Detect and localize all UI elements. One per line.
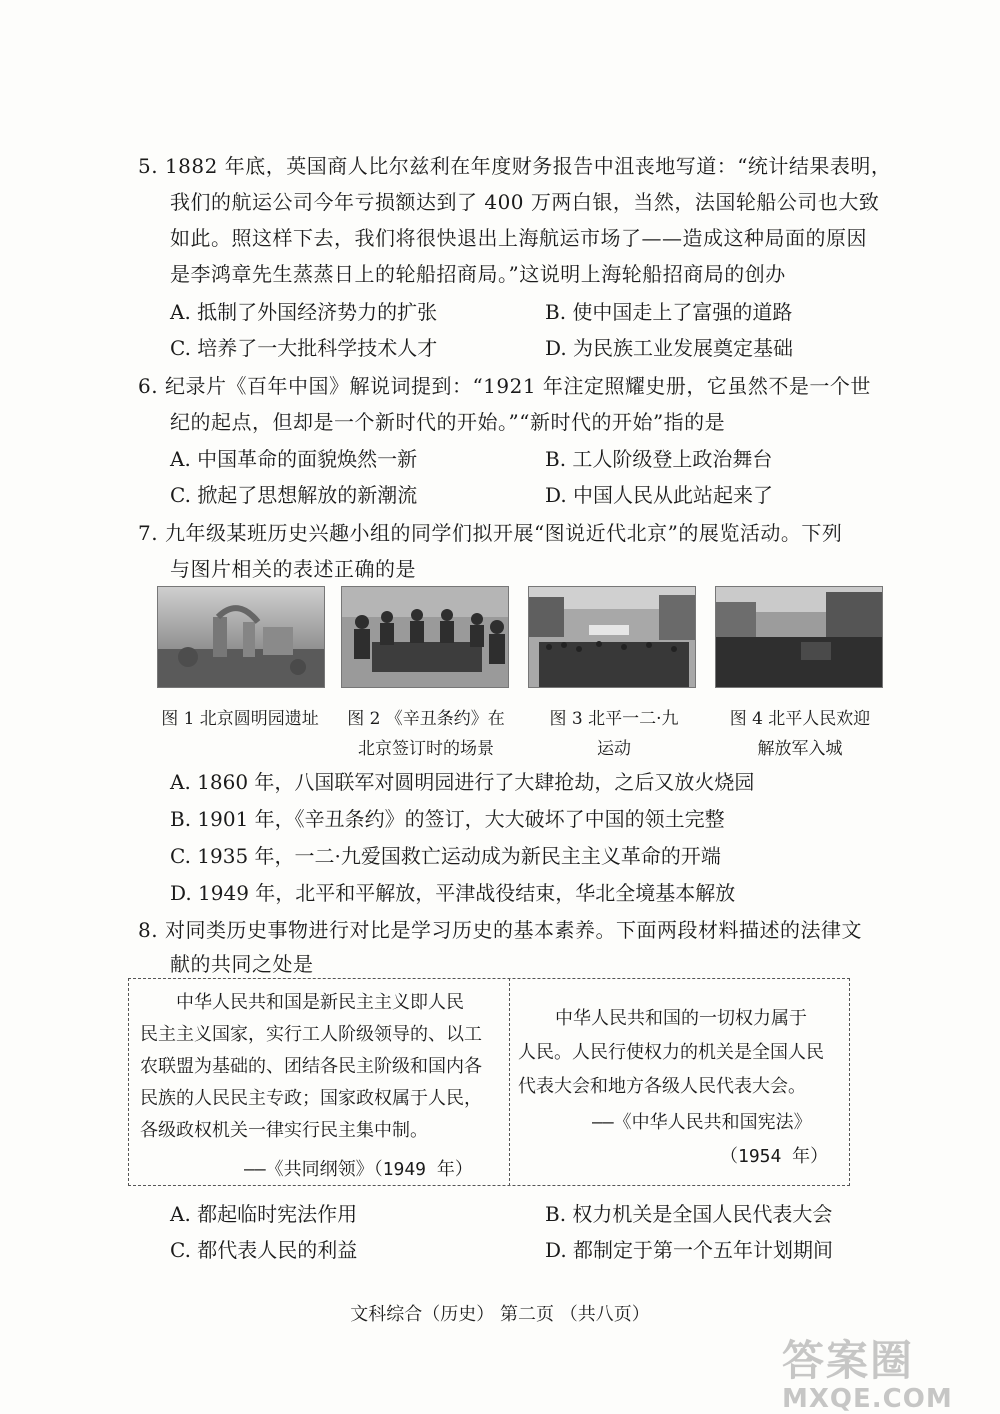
q5-option-a: A. 抵制了外国经济势力的扩张 (170, 300, 438, 324)
q6-line-1: 6. 纪录片《百年中国》解说词提到：“1921 年注定照耀史册，它虽然不是一个世 (138, 374, 871, 398)
left-material-line-1: 中华人民共和国是新民主主义即人民 (176, 992, 464, 1013)
photo-yuanmingyuan-ruins (157, 586, 325, 688)
right-material-line-1: 中华人民共和国的一切权力属于 (555, 1008, 807, 1029)
q5-line-3: 如此。照这样下去，我们将很快退出上海航运市场了——造成这种局面的原因 (170, 226, 867, 250)
q8-option-b: B. 权力机关是全国人民代表大会 (545, 1202, 833, 1226)
photo-xinchou-treaty-signing (341, 586, 509, 688)
q7-option-d: D. 1949 年，北平和平解放，平津战役结束，华北全境基本解放 (170, 881, 736, 905)
caption-figure-1: 图 1 北京圆明园遗址 (161, 709, 319, 729)
q7-option-b: B. 1901 年，《辛丑条约》的签订，大大破坏了中国的领土完整 (170, 807, 725, 831)
caption-figure-2-line-1: 图 2 《辛丑条约》在 (347, 709, 505, 729)
watermark-main: 答案圈 (782, 1336, 915, 1385)
right-material-line-3: 代表大会和地方各级人民代表大会。 (518, 1076, 806, 1097)
q8-option-d: D. 都制定于第一个五年计划期间 (545, 1238, 834, 1262)
q8-option-c: C. 都代表人民的利益 (170, 1238, 358, 1262)
q7-line-2: 与图片相关的表述正确的是 (170, 557, 416, 581)
q6-option-d: D. 中国人民从此站起来了 (545, 483, 774, 507)
caption-figure-3-line-2: 运动 (597, 739, 631, 759)
q6-option-c: C. 掀起了思想解放的新潮流 (170, 483, 418, 507)
q5-option-d: D. 为民族工业发展奠定基础 (545, 336, 794, 360)
right-material-year: （1954 年） (720, 1146, 829, 1167)
left-material-line-2: 民主主义国家，实行工人阶级领导的、以工 (140, 1024, 482, 1045)
q7-option-a: A. 1860 年，八国联军对圆明园进行了大肆抢劫，之后又放火烧园 (170, 770, 755, 794)
q8-line-1: 8. 对同类历史事物进行对比是学习历史的基本素养。下面两段材料描述的法律文 (138, 918, 862, 942)
photo-peiping-welcome-pla (715, 586, 883, 688)
photo-december-ninth-movement (528, 586, 696, 688)
caption-figure-4-line-2: 解放军入城 (757, 739, 843, 759)
q5-line-1: 5. 1882 年底，英国商人比尔兹利在年度财务报告中沮丧地写道：“统计结果表明， (138, 154, 892, 178)
q8-option-a: A. 都起临时宪法作用 (170, 1202, 358, 1226)
q5-line-2: 我们的航运公司今年亏损额达到了 400 万两白银，当然，法国轮船公司也大致 (170, 190, 880, 214)
page-footer: 文科综合（历史） 第二页 （共八页） (350, 1304, 650, 1325)
caption-figure-2-line-2: 北京签订时的场景 (358, 739, 494, 759)
q8-line-2: 献的共同之处是 (170, 952, 314, 976)
material-divider (509, 978, 510, 1186)
left-material-source: ——《共同纲领》（1949 年） (244, 1159, 473, 1180)
q6-option-b: B. 工人阶级登上政治舞台 (545, 447, 773, 471)
caption-figure-4-line-1: 图 4 北平人民欢迎 (729, 709, 871, 729)
right-material-line-2: 人民。人民行使权力的机关是全国人民 (518, 1042, 824, 1063)
q7-option-c: C. 1935 年，一二·九爱国救亡运动成为新民主主义革命的开端 (170, 844, 721, 868)
watermark-sub: MXQE.COM (782, 1384, 953, 1414)
right-material-source: ——《中华人民共和国宪法》 (592, 1112, 812, 1133)
q7-line-1: 7. 九年级某班历史兴趣小组的同学们拟开展“图说近代北京”的展览活动。下列 (138, 521, 843, 545)
watermark-logo (782, 1328, 982, 1414)
left-material-line-5: 各级政权机关一律实行民主集中制。 (140, 1120, 428, 1141)
left-material-line-3: 农联盟为基础的、团结各民主阶级和国内各 (140, 1056, 482, 1077)
q6-option-a: A. 中国革命的面貌焕然一新 (170, 447, 418, 471)
caption-figure-3-line-1: 图 3 北平一二·九 (549, 709, 679, 729)
q5-line-4: 是李鸿章先生蒸蒸日上的轮船招商局。”这说明上海轮船招商局的创办 (170, 262, 786, 286)
q6-line-2: 纪的起点，但却是一个新时代的开始。”“新时代的开始”指的是 (170, 410, 726, 434)
q5-option-b: B. 使中国走上了富强的道路 (545, 300, 793, 324)
left-material-line-4: 民族的人民民主专政；国家政权属于人民， (140, 1088, 482, 1109)
q5-option-c: C. 培养了一大批科学技术人才 (170, 336, 438, 360)
